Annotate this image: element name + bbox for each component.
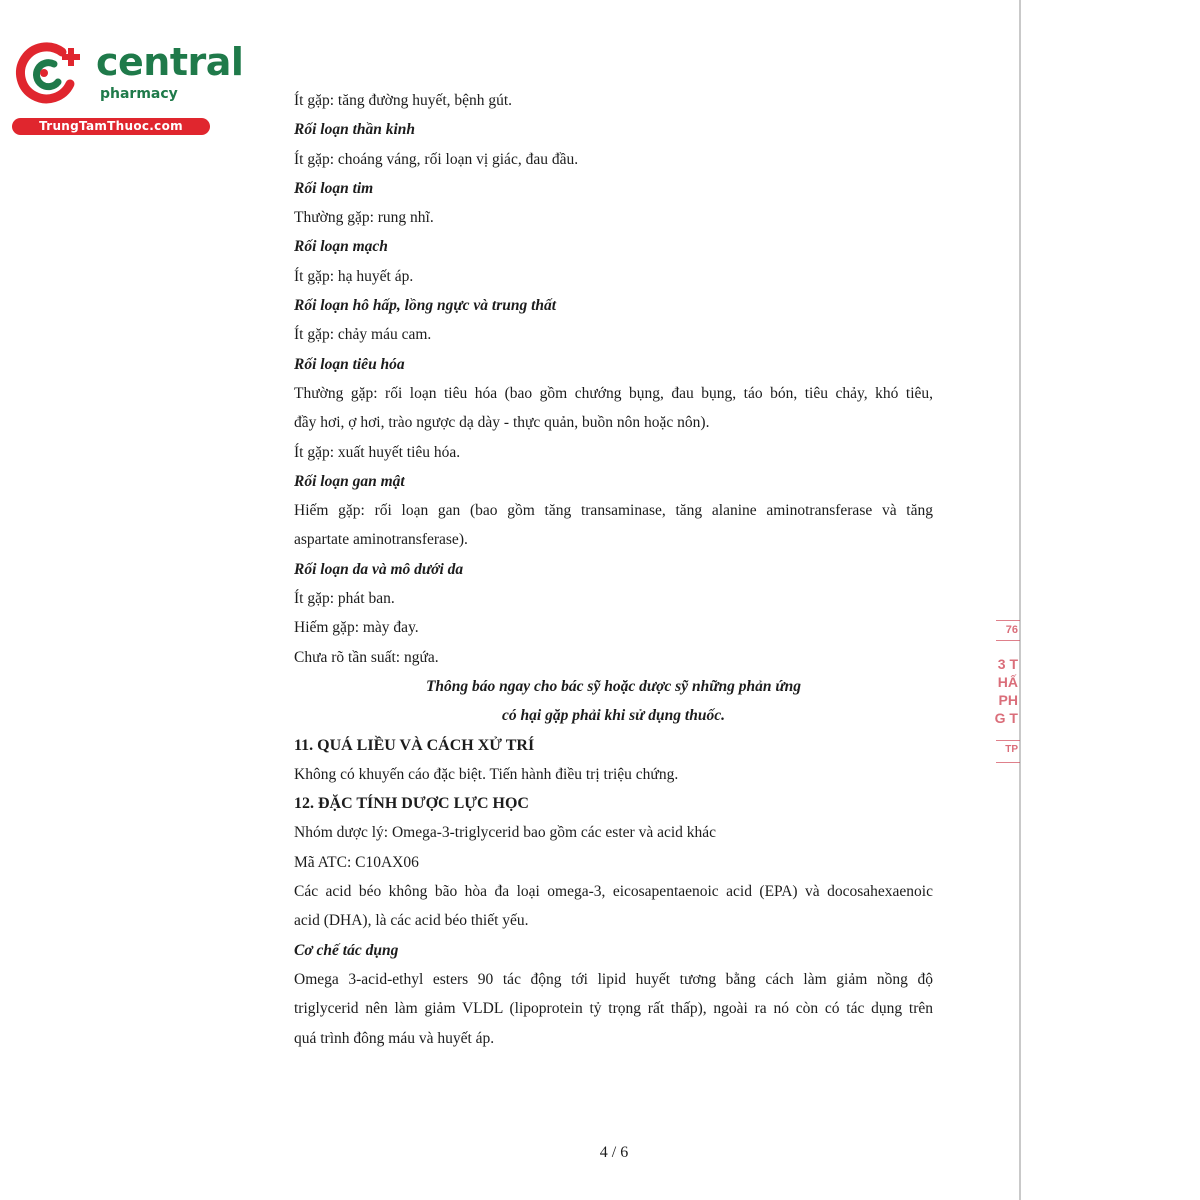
body-text: Mã ATC: C10AX06 <box>294 853 419 871</box>
body-text: Nhóm dược lý: Omega-3-triglycerid bao gồm các ester và acid khác <box>294 824 717 842</box>
stamp-fragment <box>994 612 1020 772</box>
body-text: aspartate aminotransferase). <box>294 531 468 549</box>
body-text: acid (DHA), là các acid béo thiết yếu. <box>294 912 529 930</box>
body-text: Omega 3-acid-ethyl esters 90 tác động tới lipid huyết tương bằng cách làm giảm nồng độ <box>294 970 933 988</box>
stamp-text: 76 <box>1005 624 1018 636</box>
subsection-heading: Rối loạn gan mật <box>294 472 405 490</box>
subsection-heading: Rối loạn da và mô dưới da <box>294 560 464 578</box>
body-text: triglycerid nên làm giảm VLDL (lipoprotein tỷ trọng rất thấp), ngoài ra nó còn có tác dụng trên <box>294 1000 933 1018</box>
page-number: 4 / 6 <box>599 1144 629 1161</box>
stamp-text: PH <box>998 692 1018 708</box>
warning-note: có hại gặp phải khi sử dụng thuốc. <box>502 707 725 725</box>
subsection-heading: Rối loạn thần kinh <box>294 121 416 139</box>
body-text: Ít gặp: hạ huyết áp. <box>294 267 414 285</box>
subsection-heading: Rối loạn hô hấp, lồng ngực và trung thất <box>294 297 557 315</box>
body-text: Chưa rõ tần suất: ngứa. <box>294 648 439 666</box>
body-text: Ít gặp: chảy máu cam. <box>294 326 432 344</box>
stamp-text: HẤ <box>997 674 1018 690</box>
subsection-heading: Rối loạn tiêu hóa <box>294 355 405 373</box>
logo-website: TrungTamThuoc.com <box>12 118 210 135</box>
body-text: Thường gặp: rối loạn tiêu hóa (bao gồm chướng bụng, đau bụng, táo bón, tiêu chảy, khó tiêu, <box>294 384 933 402</box>
body-text: Hiếm gặp: rối loạn gan (bao gồm tăng transaminase, tăng alanine aminotransferase và tăng <box>294 502 933 520</box>
body-text: Ít gặp: xuất huyết tiêu hóa. <box>294 443 461 461</box>
body-text: đầy hơi, ợ hơi, trào ngược dạ dày - thực quản, buồn nôn hoặc nôn). <box>294 414 710 432</box>
document-body <box>294 86 933 1053</box>
section-heading: 12. ĐẶC TÍNH DƯỢC LỰC HỌC <box>294 795 529 813</box>
section-heading: 11. QUÁ LIỀU VÀ CÁCH XỬ TRÍ <box>294 736 535 754</box>
body-text: Các acid béo không bão hòa đa loại omega-3, eicosapentaenoic acid (EPA) và docosahexaenoic <box>294 883 933 901</box>
body-text: Hiếm gặp: mày đay. <box>294 619 419 637</box>
page-edge-line <box>1019 0 1021 1200</box>
stamp-text: G T <box>994 710 1018 726</box>
warning-note: Thông báo ngay cho bác sỹ hoặc dược sỹ những phản ứng <box>425 677 802 695</box>
body-text: Ít gặp: choáng váng, rối loạn vị giác, đau đầu. <box>294 150 579 168</box>
stamp-text: 3 T <box>997 656 1018 672</box>
subsection-heading: Rối loạn mạch <box>294 238 388 256</box>
body-text: Ít gặp: phát ban. <box>294 590 395 608</box>
pharmacy-logo <box>10 36 244 136</box>
subsection-heading: Cơ chế tác dụng <box>294 941 399 959</box>
stamp-text: TP <box>1005 744 1018 755</box>
logo-mark-icon <box>10 38 90 106</box>
body-text: Thường gặp: rung nhĩ. <box>294 209 434 227</box>
body-text: Ít gặp: tăng đường huyết, bệnh gút. <box>294 92 513 109</box>
subsection-heading: Rối loạn tim <box>294 179 374 197</box>
body-text: Không có khuyến cáo đặc biệt. Tiến hành điều trị triệu chứng. <box>294 765 679 783</box>
logo-name: central <box>96 40 244 84</box>
logo-subtitle: pharmacy <box>100 86 178 102</box>
body-text: quá trình đông máu và huyết áp. <box>294 1029 495 1047</box>
